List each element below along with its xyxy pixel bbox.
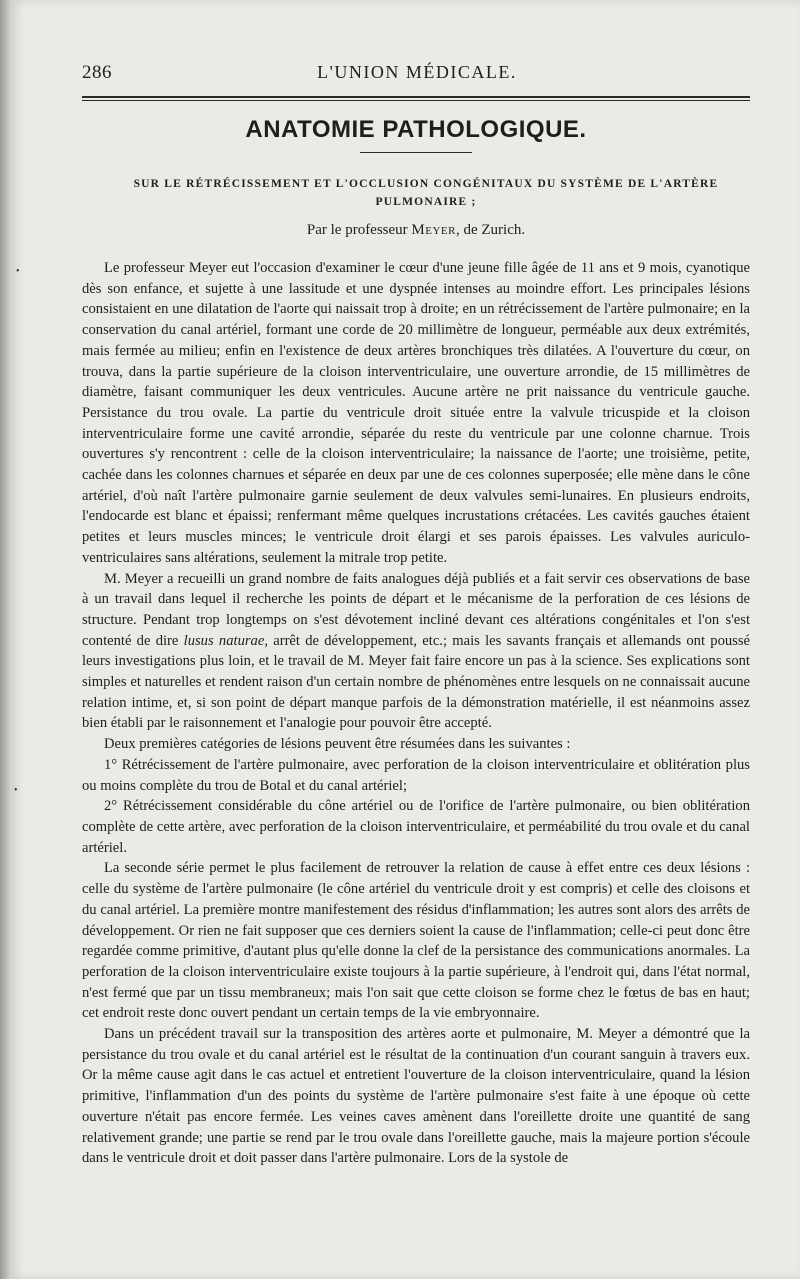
italic-phrase: lusus naturae: [183, 632, 265, 649]
margin-dot: •: [14, 785, 18, 796]
journal-title: L'UNION MÉDICALE.: [317, 62, 517, 82]
paragraph: Deux premières catégories de lésions peuvent être résumées dans les suivantes :: [104, 736, 571, 753]
section-title: ANATOMIE PATHOLOGIQUE.: [245, 116, 587, 143]
paragraph: Dans un précédent travail sur la transposition des artères aorte et pulmonaire, M. Meyer a démontré que la persistance du trou ovale et du canal artériel est le résultat de la continuation d'un courant sanguin à travers eux. Or la même cause agit dans le cas actuel et entretient l'ouverture de la cloison interventriculaire, quand la lésion primitive, l'inflammation d'un des points du système de l'artère pulmonaire s'est faite à une époque où cette ouverture n'était pas encore fermée. Les veines caves amènent dans l'oreillette droite une quantité de sang relativement grande; une partie se rend par le trou ovale dans l'oreillette gauche, mais la majeure portion s'écoule dans le ventricule droit et doit passer dans l'artère pulmonaire. Lors de la systole de: [82, 1026, 750, 1167]
article-title: SUR LE RÉTRÉCISSEMENT ET L'OCCLUSION CONGÉNITAUX DU SYSTÈME DE L'ARTÈRE PULMONAIRE ;: [133, 178, 719, 208]
running-head: [82, 62, 752, 88]
byline: [82, 222, 750, 239]
paragraph: [82, 569, 750, 735]
page-number: 286: [82, 62, 112, 83]
byline-suffix: , de Zurich.: [455, 222, 526, 238]
list-item: 2° Rétrécissement considérable du cône artériel ou de l'orifice de l'artère pulmonaire, ou bien oblitération complète de cette artère, avec perforation de la cloison interventriculaire, et perméabilité du trou ovale et du canal artériel.: [82, 798, 750, 856]
paragraph-text: M. Meyer a recueilli un grand nombre de faits analogues déjà publiés et a fait servir ces observations de base à un travail dans lequel il recherche les points de départ et le mécanisme de la perforation de ces lésions de structure. Pendant trop longtemps on s'est dévotement incliné devant ces altérations congénitales et l'on s'est contenté de dire: [82, 570, 750, 649]
paragraph-text: , arrêt de développement, etc.; mais les savants français et allemands ont poussé leurs investigations plus loin, et le travail de M. Meyer fait faire encore un pas à la science. Ses explications sont simples et naturelles et rendent raison d'un certain nombre de phénomènes entre lesquels on ne connaissait aucune relation intime, et, si son point de départ manque parfois de la démonstration matérielle, il est néanmoins assez bien établi par le raisonnement et l'analogie pour pouvoir être accepté.: [82, 632, 751, 732]
list-item: 1° Rétrécissement de l'artère pulmonaire, avec perforation de la cloison interventriculaire et oblitération plus ou moins complète du trou de Botal et du canal artériel;: [82, 756, 750, 794]
header-rule: [82, 96, 750, 101]
paragraph: La seconde série permet le plus facilement de retrouver la relation de cause à effet entre ces deux lésions : celle du système de l'artère pulmonaire (le cône artériel du ventricule droit y est compris) et celle des cloisons et du canal artériel. La première montre manifestement des résidus d'inflammation; les autres sont alors des arrêts de développement. Or rien ne fait supposer que ces derniers soient la cause de l'inflammation; celle-ci peut donc être regardée comme primitive, d'autant plus qu'elle donne la clef de la persistance des communications anormales. La perforation de la cloison interventriculaire existe toujours à la partie supérieure, à l'endroit qui, dans l'état normal, n'est fermé que par un tissu membraneux; mais l'on sait que cette cloison se forme chez le fœtus de bas en haut; cet endroit reste donc ouvert pendant un certain temps de la vie embryonnaire.: [82, 860, 750, 1022]
page-edge: [0, 0, 10, 1279]
paragraph: Le professeur Meyer eut l'occasion d'examiner le cœur d'une jeune fille âgée de 11 ans et 9 mois, cyanotique dès son enfance, et sujette à une lassitude et une dyspnée intenses au moindre effort. Les principales lésions consistaient en une dilatation de l'aorte qui naissait trop à droite; en un rétrécissement de l'artère pulmonaire; en la conservation du canal artériel, formant une corde de 20 millimètre de longueur, perméable aux deux extrémités, mais fermée au milieu; enfin en l'existence de deux artères bronchiques très dilatées. A l'ouverture du cœur, on trouva, dans la partie supérieure de la cloison interventriculaire, une ouverture arrondie, de 15 millimètres de diamètre, faisant communiquer les deux ventricules. Aucune artère ne prit naissance du ventricule gauche. Persistance du trou ovale. La partie du ventricule droit située entre la valvule tricuspide et la cloison interventriculaire forme une cavité arrondie, séparée du reste du ventricule par une colonne charnue. Trois ouvertures s'y rencontrent : celle de la cloison interventriculaire; la naissance de l'aorte; une troisième, petite, cachée dans les colonnes charnues et séparée en deux par une de ces colonnes superposée; elle mène dans le cône artériel, d'où naît l'artère pulmonaire garnie seulement de deux valvules semi-lunaires. En plusieurs endroits, l'endocarde est blanc et épaissi; renfermant même quelques incrustations crétacées. Les cavités gauches étaient petites et leurs muscles minces; le ventricule droit élargi et ses parois épaisses. Les valvules auriculo-ventriculaires sans altérations, seulement la mitrale trop petite.: [82, 260, 750, 566]
title-rule: [360, 152, 472, 153]
byline-prefix: Par le professeur: [306, 222, 412, 238]
margin-dot: •: [16, 266, 20, 277]
author-name: Meyer: [411, 222, 456, 238]
article-body: [82, 258, 750, 1169]
